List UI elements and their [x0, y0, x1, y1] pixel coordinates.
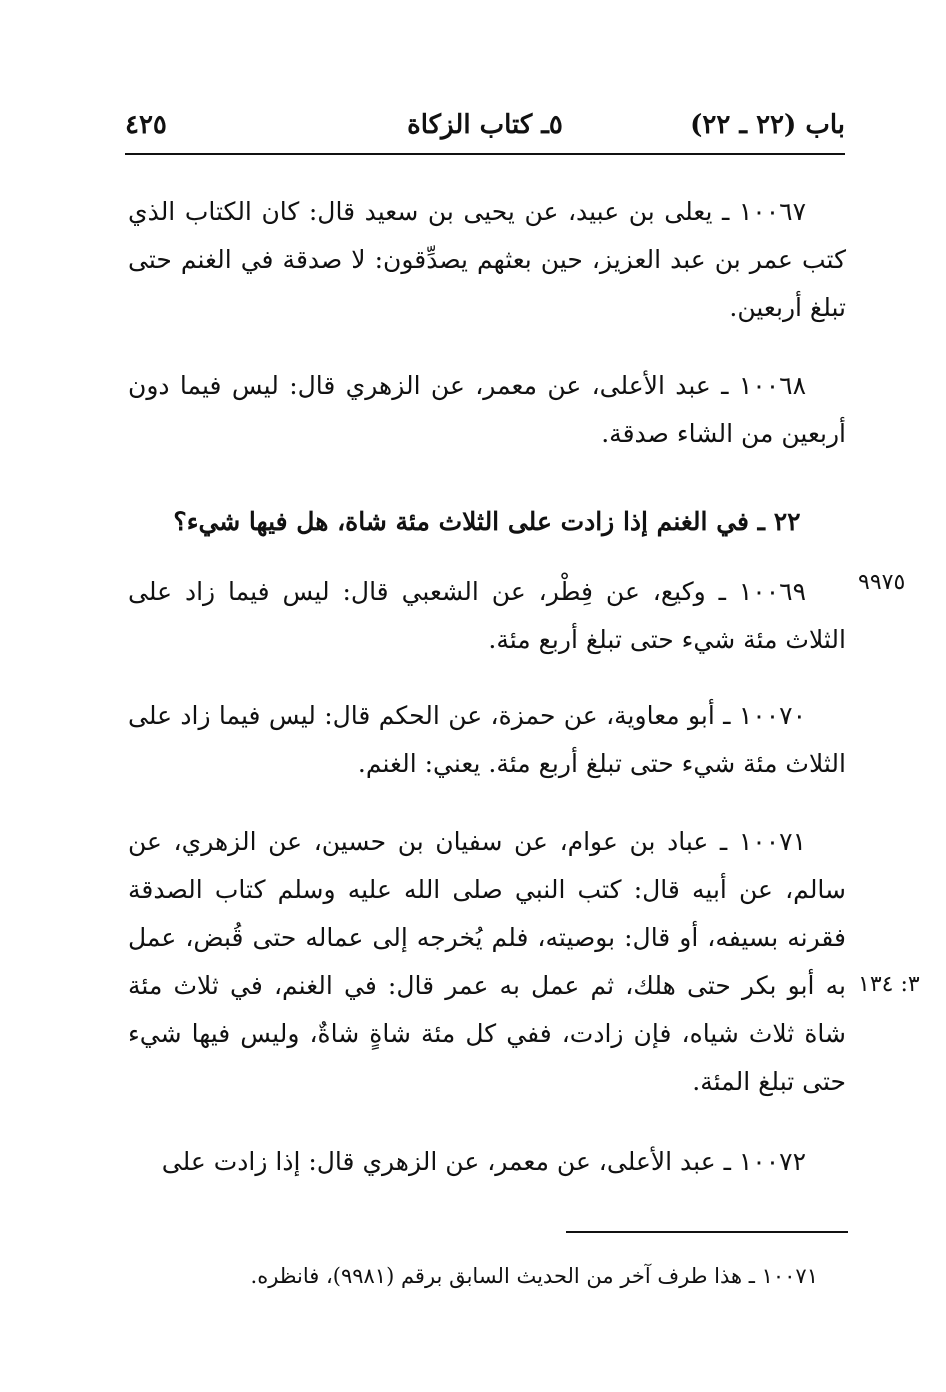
section-heading: ٢٢ ـ في الغنم إذا زادت على الثلاث مئة شاة، هل فيها شيء؟	[173, 507, 801, 536]
hadith-10071: ١٠٠٧١ ـ عباد بن عوام، عن سفيان بن حسين، عن الزهري، عن سالم، عن أبيه قال: كتب النبي صلى الله عليه وسلم كتاب الصدقة فقرنه بسيفه، أو قال: بوصيته، فلم يُخرجه إلى عماله حتى قُبض، عمل به أبو بكر حتى هلك، ثم عمل به عمر قال: في الغنم، في ثلاث مئة شاة ثلاث شياه، فإن زادت، ففي كل مئة شاةٍ شاةٌ، وليس فيها شيء حتى تبلغ المئة.	[128, 827, 846, 1096]
hadith-10068: ١٠٠٦٨ ـ عبد الأعلى، عن معمر، عن الزهري قال: ليس فيما دون أربعين من الشاء صدقة.	[128, 371, 846, 448]
header-divider	[125, 153, 845, 155]
footnote-divider	[566, 1231, 848, 1233]
hadith-10072: ١٠٠٧٢ ـ عبد الأعلى، عن معمر، عن الزهري قال: إذا زادت على	[161, 1147, 806, 1176]
page-number: ٤٢٥	[125, 110, 167, 140]
footnote: ١٠٠٧١ ـ هذا طرف آخر من الحديث السابق برقم (٩٩٨١)، فانظره.	[250, 1264, 818, 1288]
margin-reference-1: ٩٩٧٥	[858, 570, 906, 595]
page-header	[125, 110, 845, 150]
hadith-10069: ١٠٠٦٩ ـ وكيع، عن فِطْر، عن الشعبي قال: ليس فيما زاد على الثلاث مئة شيء حتى تبلغ أربع مئة.	[128, 577, 846, 654]
margin-reference-2: ٣: ١٣٤	[858, 972, 920, 997]
hadith-10070: ١٠٠٧٠ ـ أبو معاوية، عن حمزة، عن الحكم قال: ليس فيما زاد على الثلاث مئة شيء حتى تبلغ أربع مئة. يعني: الغنم.	[128, 701, 846, 778]
hadith-10067: ١٠٠٦٧ ـ يعلى بن عبيد، عن يحيى بن سعيد قال: كان الكتاب الذي كتب عمر بن عبد العزيز، حين بعثهم يصدِّقون: لا صدقة في الغنم حتى تبلغ أربعين.	[128, 197, 846, 322]
chapter-heading: باب (٢٢ ـ ٢٢)	[690, 110, 845, 140]
book-title: ٥ـ كتاب الزكاة	[407, 110, 563, 140]
